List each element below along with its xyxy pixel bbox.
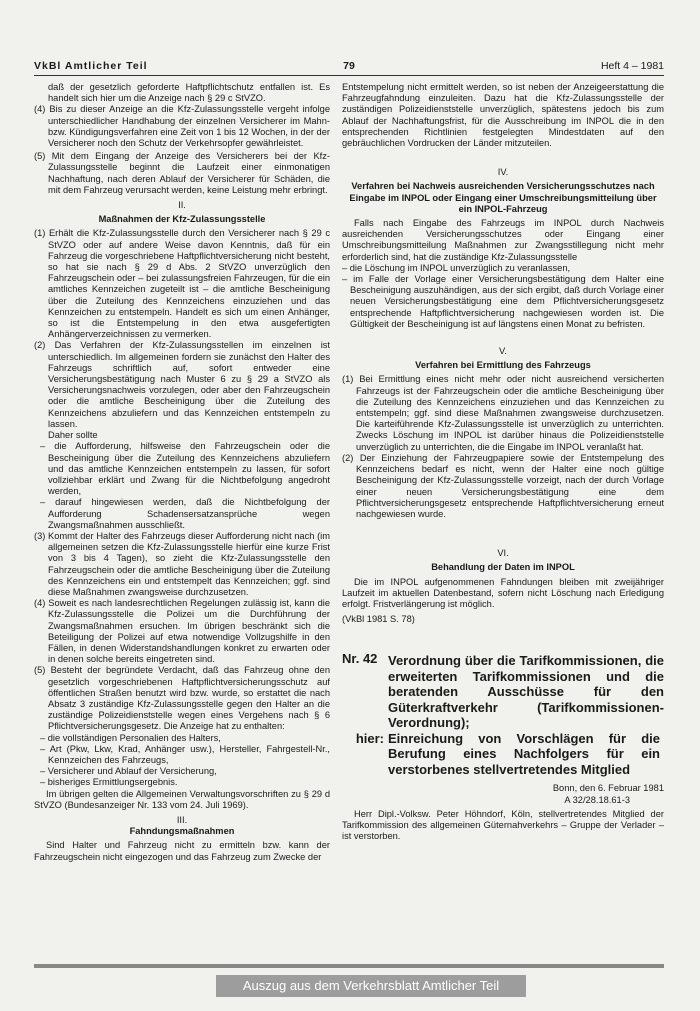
paragraph: (4) Bis zu dieser Anzeige an die Kfz-Zulassungsstelle vergeht infolge unterschiedlicher Handhabung der einzelnen Versicherer im Mahn- bzw. Kündigungsverfahren eine Zeit von 1 bis 12 Wochen, in der der Versicherer noch den Schutz der Verkehrsopfer gewährleistet. [34, 104, 330, 149]
list-item: – Art (Pkw, Lkw, Krad, Anhänger usw.), Hersteller, Fahrgestell-Nr., Kennzeichen des Fahrzeugs, [40, 743, 330, 765]
journal-name: VkBl Amtlicher Teil [34, 60, 148, 72]
list-item: – die vollständigen Personalien des Halters, [40, 732, 221, 743]
left-column [34, 82, 330, 863]
paragraph: (1) Bei Ermittlung eines nicht mehr oder nicht ausreichend versicherten Fahrzeugs ist der Fahrzeugschein oder die amtliche Bescheinigung über die Zuteilung des Kennzeichens einzuziehen und das Kennzeichen zu entstempeln; ggf. sind diese Maßnahmen zwangsweise durchzusetzen. Die karteiführende Kfz-Zulassungsstelle ist unverzüglich zu unterrichten. Zwecks Löschung im INPOL ist darüber hinaus die Polizeidienststelle unverzüglich zu unterrichten, die die Eingabe im INPOL veranlaßt hat. [342, 374, 664, 452]
paragraph: Im übrigen gelten die Allgemeinen Verwaltungsvorschriften zu § 29 d StVZO (Bundesanzeiger Nr. 133 vom 24. Juli 1969). [34, 788, 330, 810]
section-heading: Fahndungsmaßnahmen [129, 826, 235, 837]
paragraph: Daher sollte [48, 430, 98, 441]
paragraph: (2) Das Verfahren der Kfz-Zulassungsstellen im einzelnen ist unterschiedlich. Im allgemeinen fordern sie zunächst den Halter des Fahrzeugs schriftlich auf, sofort entweder eine Versicherungsbestätigung nach Muster 6 zu § 29 a StVZO als Versicherungsnachweis vorzulegen, oder aber den Fahrzeugschein oder die amtliche Bescheinigung über die Zuteilung des Kennzeichens abzuliefern und das Kennzeichen entstempeln zu lassen. [34, 340, 330, 429]
section-number: IV. [497, 167, 509, 178]
section-heading: Verfahren bei Ermittlung des Fahrzeugs [415, 360, 591, 371]
paragraph: (2) Der Einziehung der Fahrzeugpapiere sowie der Entstempelung des Kennzeichens bedarf es nicht, wenn der Halter eine noch gültige Bescheinigung der Kfz-Zulassungsstelle vorzeigt, nach der durch Vorlage einer neuen Versicherungsbestätigung eine dem Pflichtversicherungsgesetz entsprechende Haftpflichtversicherung erneut nachgewiesen wurde. [342, 452, 664, 519]
paragraph: (5) Mit dem Eingang der Anzeige des Versicherers bei der Kfz-Zulassungsstelle beginnt die Laufzeit einer einmonatigen Nachhaftung, nach deren Ablauf der Versicherer für Schäden, die mit dem Fahrzeug verursacht werden, keine Leistung mehr erbringt. [34, 151, 330, 195]
paragraph: (4) Soweit es nach landesrechtlichen Regelungen zulässig ist, kann die Kfz-Zulassungsstelle die Polizei um die Durchführung der Zwangsmaßnahmen ersuchen. Im übrigen beschränkt sich die Beteiligung der Polizei auf etwa notwendige Vollzugshilfe in den Fällen, in denen Widerstandshandlungen konkret zu erwarten oder in denen solche bereits eingetreten sind. [34, 598, 330, 665]
regulation-block [342, 653, 664, 777]
list-item: – darauf hingewiesen werden, daß die Nichtbefolgung der Aufforderung Schadensersatzansprüche wegen Zwangsmaßnahmen ausschließt. [40, 497, 330, 530]
section-number: V. [499, 346, 507, 357]
paragraph: Herr Dipl.-Volksw. Peter Höhndorf, Köln, stellvertretendes Mitglied der Tarifkommission des allgemeinen Güternahverkehrs – Gruppe der Verlader – ist verstorben. [342, 808, 664, 842]
list-item: – bisheriges Ermittlungsergebnis. [40, 777, 178, 788]
right-column [342, 82, 664, 842]
paragraph: (5) Besteht der begründete Verdacht, daß das Fahrzeug ohne den gesetzlich vorgeschriebenen Haftpflichtversicherungsschutz auf öffentlichen Straßen benutzt wird bzw. wurde, so erstattet die nach Absatz 3 zuständige Kfz-Zulassungsstelle gegen den Halter an die zuständige Polizeidienststelle wegen eines Vergehens nach § 6 Pflichtversicherungsgesetz. Die Anzeige hat zu enthalten: [34, 665, 330, 732]
paragraph: (1) Erhält die Kfz-Zulassungsstelle durch den Versicherer nach § 29 c StVZO oder auf andere Weise davon Kenntnis, daß für ein Fahrzeug die vorgeschriebene Haftpflichtversicherung nicht besteht, so hat sie nach § 29 d Abs. 2 StVZO unverzüglich den Fahrzeugschein oder – bei zulassungsfreien Fahrzeugen, für die ein amtliches Kennzeichen zugeteilt ist – die amtliche Bescheinigung über die Zuteilung des Kennzeichens einzuziehen und das Kennzeichen zu entstempeln. Handelt es sich um einen Anhänger, so ist die Entstempelung in den etwa ausgefertigten Anhängerverzeichnissen zu vermerken. [34, 228, 330, 340]
list-item: – die Aufforderung, hilfsweise den Fahrzeugschein oder die Bescheinigung über die Zuteilung des Kennzeichens abzuliefern und das amtliche Kennzeichen entstempeln zu lassen, für sofort vollziehbar erklärt und Zwang für die Nichtbefolgung angedroht werden, [40, 441, 330, 497]
section-heading: Maßnahmen der Kfz-Zulassungsstelle [98, 214, 266, 225]
date-line: Bonn, den 6. Februar 1981 [552, 783, 664, 794]
subject-label: hier: [355, 730, 384, 746]
section-number: VI. [497, 548, 509, 559]
section-heading: Verfahren bei Nachweis ausreichenden Versicherungsschutzes nach Eingabe im INPOL oder Eingang einer Umschreibungsmitteilung über ein INPOL-Fahrzeug [349, 181, 657, 214]
issue-label: Heft 4 – 1981 [600, 60, 664, 72]
paragraph: daß der gesetzlich geforderte Haftpflichtschutz entfallen ist. Es handelt sich hier um die Anzeige nach § 29 c StVZO. [48, 82, 330, 104]
list-item: – im Falle der Vorlage einer Versicherungsbestätigung dem Halter eine Bescheinigung auszuhändigen, aus der sich ergibt, daß durch Vorlage einer neuen Versicherungsbestätigung eine dem Pflichtversicherungsgesetz entsprechende Haftpflichtversicherung nachgewiesen worden ist. Die Gültigkeit der Bescheinigung ist auf längstens einen Monat zu befristen. [342, 274, 664, 329]
footer-banner: Auszug aus dem Verkehrsblatt Amtlicher Teil [216, 975, 526, 997]
list-item: – Versicherer und Ablauf der Versicherung, [40, 766, 217, 777]
file-reference: A 32/28.18.61-3 [564, 794, 630, 805]
page-number: 79 [343, 60, 355, 72]
section-number: II. [178, 200, 186, 211]
header-rule [34, 75, 664, 76]
regulation-number: Nr. 42 [342, 651, 378, 667]
footer-rule [34, 964, 664, 968]
regulation-subject [344, 731, 664, 778]
paragraph: Die im INPOL aufgenommenen Fahndungen bleiben mit zweijähriger Laufzeit im aktuellen Datenbestand, sofern nicht Löschung nach Erledigung erfolgt. Fristverlängerung ist möglich. [342, 576, 664, 609]
regulation-title: Verordnung über die Tarifkommissionen, die erweiterten Tarifkommissionen und die beratenden Ausschüsse für den Güterkraftverkehr (Tarifkommissionen-Verordnung); [388, 653, 664, 731]
paragraph: Falls nach Eingabe des Fahrzeugs im INPOL durch Nachweis ausreichenden Versicherungsschutzes oder Eingang einer Umschreibungsmitteilung Maßnahmen zur Zwangsstillegung nicht mehr erforderlich sind, hat die zuständige Kfz-Zulassungsstelle [342, 218, 664, 262]
paragraph: (3) Kommt der Halter des Fahrzeugs dieser Aufforderung nicht nach (im allgemeinen setzen die Kfz-Zulassungsstelle hierfür eine kurze Frist von 3 bis 4 Tagen), so zieht die Kfz-Zulassungsstelle den Fahrzeugschein oder die amtliche Bescheinigung über die Zuteilung des Kennzeichens ein und entstempelt das Kennzeichen; ggf. sind diese Maßnahmen zwangsweise durchzusetzen. [34, 530, 330, 597]
list-item: – die Löschung im INPOL unverzüglich zu veranlassen, [342, 262, 571, 273]
paragraph: Entstempelung nicht ermittelt werden, so ist neben der Anzeigeerstattung die Fahrzeugfahndung einzuleiten. Dazu hat die Kfz-Zulassungsstelle der zuständigen Polizeidienststelle unverzüglich, spätestens jedoch bis zum Ablauf der Nachhaftungsfrist, für die Ausschreibung im INPOL die in den entsprechenden Richtlinien festgelegten Mindestdaten auf den gebräuchlichen Vordrucken der Länder mitzuteilen. [342, 82, 664, 149]
reference: (VkBl 1981 S. 78) [342, 614, 415, 625]
section-heading: Behandlung der Daten im INPOL [431, 562, 575, 573]
subject-text: Einreichung von Vorschlägen für die Berufung eines Nachfolgers für ein verstorbenes stellvertretendes Mitglied [388, 730, 660, 777]
paragraph: Sind Halter und Fahrzeug nicht zu ermitteln bzw. kann der Fahrzeugschein nicht eingezogen und das Fahrzeug zum Zwecke der [34, 840, 330, 862]
section-number: III. [176, 815, 188, 825]
page-header [34, 60, 664, 74]
